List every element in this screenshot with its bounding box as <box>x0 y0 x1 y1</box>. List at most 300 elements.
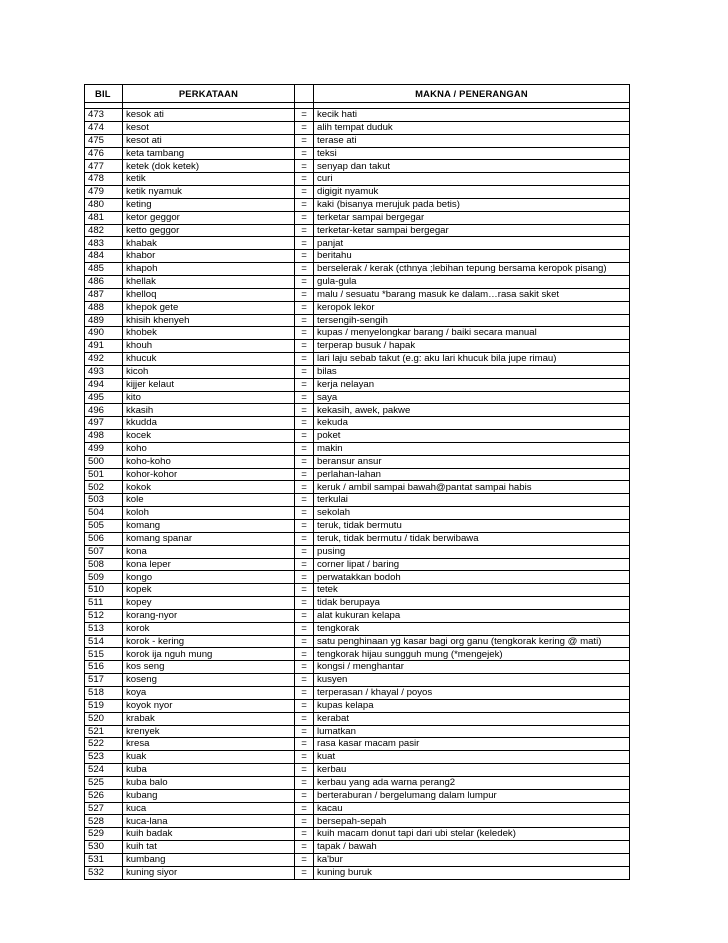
table-row <box>85 340 630 353</box>
row-number: 521 <box>85 725 123 738</box>
row-word: kkasih <box>123 404 295 417</box>
row-equals: = <box>295 455 314 468</box>
row-equals: = <box>295 211 314 224</box>
row-number: 504 <box>85 507 123 520</box>
row-meaning: gula-gula <box>314 275 630 288</box>
row-word: kopey <box>123 597 295 610</box>
row-equals: = <box>295 686 314 699</box>
row-number: 523 <box>85 751 123 764</box>
table-row <box>85 263 630 276</box>
row-number: 503 <box>85 494 123 507</box>
table-row <box>85 635 630 648</box>
row-number: 513 <box>85 622 123 635</box>
row-number: 522 <box>85 738 123 751</box>
row-number: 477 <box>85 160 123 173</box>
table-row <box>85 455 630 468</box>
row-word: kopek <box>123 584 295 597</box>
table-row <box>85 661 630 674</box>
row-number: 485 <box>85 263 123 276</box>
row-meaning: kecik hati <box>314 109 630 122</box>
row-meaning: digigit nyamuk <box>314 186 630 199</box>
row-word: khepok gete <box>123 301 295 314</box>
row-number: 497 <box>85 417 123 430</box>
row-number: 512 <box>85 609 123 622</box>
row-meaning: perwatakkan bodoh <box>314 571 630 584</box>
row-number: 498 <box>85 430 123 443</box>
row-meaning: kusyen <box>314 674 630 687</box>
table-row <box>85 288 630 301</box>
row-word: kole <box>123 494 295 507</box>
row-meaning: sekolah <box>314 507 630 520</box>
row-equals: = <box>295 198 314 211</box>
row-equals: = <box>295 173 314 186</box>
row-number: 516 <box>85 661 123 674</box>
row-equals: = <box>295 661 314 674</box>
table-row <box>85 764 630 777</box>
table-row <box>85 738 630 751</box>
row-meaning: kekasih, awek, pakwe <box>314 404 630 417</box>
row-meaning: lumatkan <box>314 725 630 738</box>
row-equals: = <box>295 789 314 802</box>
row-meaning: perlahan-lahan <box>314 468 630 481</box>
table-row <box>85 853 630 866</box>
row-word: korok ija nguh mung <box>123 648 295 661</box>
row-equals: = <box>295 674 314 687</box>
row-word: khellak <box>123 275 295 288</box>
row-equals: = <box>295 609 314 622</box>
row-equals: = <box>295 751 314 764</box>
row-meaning: terketar-ketar sampai bergegar <box>314 224 630 237</box>
row-meaning: berselerak / kerak (cthnya ;lebihan tepung bersama keropok pisang) <box>314 263 630 276</box>
row-equals: = <box>295 404 314 417</box>
row-number: 494 <box>85 378 123 391</box>
table-row <box>85 866 630 879</box>
row-meaning: tersengih-sengih <box>314 314 630 327</box>
row-meaning: kerja nelayan <box>314 378 630 391</box>
row-number: 515 <box>85 648 123 661</box>
row-word: khapoh <box>123 263 295 276</box>
row-number: 495 <box>85 391 123 404</box>
table-row <box>85 211 630 224</box>
row-number: 493 <box>85 365 123 378</box>
row-equals: = <box>295 314 314 327</box>
row-equals: = <box>295 430 314 443</box>
table-row <box>85 160 630 173</box>
row-equals: = <box>295 815 314 828</box>
row-word: keta tambang <box>123 147 295 160</box>
row-word: khobek <box>123 327 295 340</box>
table-row <box>85 725 630 738</box>
row-word: ketik <box>123 173 295 186</box>
row-meaning: tapak / bawah <box>314 841 630 854</box>
row-number: 526 <box>85 789 123 802</box>
row-meaning: kupas kelapa <box>314 699 630 712</box>
table-row <box>85 224 630 237</box>
row-word: khabor <box>123 250 295 263</box>
row-equals: = <box>295 776 314 789</box>
row-equals: = <box>295 340 314 353</box>
row-word: khelloq <box>123 288 295 301</box>
row-equals: = <box>295 481 314 494</box>
table-row <box>85 481 630 494</box>
row-equals: = <box>295 134 314 147</box>
row-number: 527 <box>85 802 123 815</box>
row-equals: = <box>295 327 314 340</box>
row-number: 519 <box>85 699 123 712</box>
row-equals: = <box>295 121 314 134</box>
row-equals: = <box>295 584 314 597</box>
table-row <box>85 545 630 558</box>
row-word: ketto geggor <box>123 224 295 237</box>
row-equals: = <box>295 378 314 391</box>
table-row <box>85 173 630 186</box>
header-makna: MAKNA / PENERANGAN <box>314 85 630 103</box>
row-number: 473 <box>85 109 123 122</box>
row-word: koloh <box>123 507 295 520</box>
row-word: kumbang <box>123 853 295 866</box>
row-meaning: kerbau <box>314 764 630 777</box>
row-number: 514 <box>85 635 123 648</box>
row-word: kona leper <box>123 558 295 571</box>
row-word: koseng <box>123 674 295 687</box>
row-word: kijjer kelaut <box>123 378 295 391</box>
row-equals: = <box>295 442 314 455</box>
row-equals: = <box>295 853 314 866</box>
row-equals: = <box>295 391 314 404</box>
row-equals: = <box>295 597 314 610</box>
row-number: 532 <box>85 866 123 879</box>
row-number: 488 <box>85 301 123 314</box>
row-meaning: keropok lekor <box>314 301 630 314</box>
row-number: 481 <box>85 211 123 224</box>
row-number: 502 <box>85 481 123 494</box>
table-row <box>85 275 630 288</box>
row-word: kresa <box>123 738 295 751</box>
row-number: 501 <box>85 468 123 481</box>
row-word: korang-nyor <box>123 609 295 622</box>
row-word: krabak <box>123 712 295 725</box>
table-row <box>85 712 630 725</box>
row-number: 474 <box>85 121 123 134</box>
row-equals: = <box>295 237 314 250</box>
row-equals: = <box>295 802 314 815</box>
row-equals: = <box>295 353 314 366</box>
row-meaning: beritahu <box>314 250 630 263</box>
row-word: khucuk <box>123 353 295 366</box>
row-word: khisih khenyeh <box>123 314 295 327</box>
row-equals: = <box>295 622 314 635</box>
row-meaning: kuat <box>314 751 630 764</box>
row-word: ketik nyamuk <box>123 186 295 199</box>
row-meaning: terperap busuk / hapak <box>314 340 630 353</box>
row-word: ketek (dok ketek) <box>123 160 295 173</box>
row-meaning: kerbau yang ada warna perang2 <box>314 776 630 789</box>
row-word: kuca-lana <box>123 815 295 828</box>
row-word: khouh <box>123 340 295 353</box>
table-row <box>85 353 630 366</box>
row-number: 483 <box>85 237 123 250</box>
table-header-row <box>85 85 630 103</box>
table-row <box>85 828 630 841</box>
row-meaning: tetek <box>314 584 630 597</box>
table-row <box>85 391 630 404</box>
row-number: 492 <box>85 353 123 366</box>
row-meaning: alat kukuran kelapa <box>314 609 630 622</box>
table-row <box>85 147 630 160</box>
table-row <box>85 789 630 802</box>
table-row <box>85 186 630 199</box>
row-number: 518 <box>85 686 123 699</box>
row-word: kicoh <box>123 365 295 378</box>
row-meaning: terperasan / khayal / poyos <box>314 686 630 699</box>
table-row <box>85 314 630 327</box>
row-word: korok - kering <box>123 635 295 648</box>
row-equals: = <box>295 109 314 122</box>
row-meaning: panjat <box>314 237 630 250</box>
row-equals: = <box>295 468 314 481</box>
row-word: kuba <box>123 764 295 777</box>
row-word: kuak <box>123 751 295 764</box>
table-row <box>85 250 630 263</box>
row-meaning: terkulai <box>314 494 630 507</box>
row-equals: = <box>295 828 314 841</box>
row-meaning: saya <box>314 391 630 404</box>
table-row <box>85 468 630 481</box>
row-meaning: rasa kasar macam pasir <box>314 738 630 751</box>
header-perkataan: PERKATAAN <box>123 85 295 103</box>
row-number: 480 <box>85 198 123 211</box>
row-word: komang <box>123 520 295 533</box>
table-row <box>85 751 630 764</box>
table-row <box>85 507 630 520</box>
table-row <box>85 597 630 610</box>
row-word: kesot ati <box>123 134 295 147</box>
table-row <box>85 584 630 597</box>
row-word: komang spanar <box>123 532 295 545</box>
row-number: 506 <box>85 532 123 545</box>
row-meaning: kacau <box>314 802 630 815</box>
row-meaning: alih tempat duduk <box>314 121 630 134</box>
row-number: 484 <box>85 250 123 263</box>
row-meaning: terketar sampai bergegar <box>314 211 630 224</box>
row-equals: = <box>295 532 314 545</box>
row-word: kuning siyor <box>123 866 295 879</box>
row-equals: = <box>295 250 314 263</box>
table-row <box>85 802 630 815</box>
row-number: 508 <box>85 558 123 571</box>
row-word: kubang <box>123 789 295 802</box>
row-number: 524 <box>85 764 123 777</box>
row-meaning: teruk, tidak bermutu <box>314 520 630 533</box>
row-number: 529 <box>85 828 123 841</box>
row-equals: = <box>295 301 314 314</box>
row-equals: = <box>295 738 314 751</box>
row-equals: = <box>295 545 314 558</box>
row-equals: = <box>295 699 314 712</box>
row-meaning: bilas <box>314 365 630 378</box>
table-row <box>85 404 630 417</box>
row-equals: = <box>295 635 314 648</box>
row-number: 478 <box>85 173 123 186</box>
table-row <box>85 520 630 533</box>
header-bil: BIL <box>85 85 123 103</box>
row-meaning: poket <box>314 430 630 443</box>
row-word: kesok ati <box>123 109 295 122</box>
header-eq-spacer <box>295 85 314 103</box>
table-row <box>85 365 630 378</box>
row-number: 487 <box>85 288 123 301</box>
row-meaning: beransur ansur <box>314 455 630 468</box>
table-row <box>85 815 630 828</box>
row-meaning: keruk / ambil sampai bawah@pantat sampai habis <box>314 481 630 494</box>
row-meaning: tengkorak hijau sungguh mung (*mengejek) <box>314 648 630 661</box>
table-row <box>85 198 630 211</box>
row-word: kona <box>123 545 295 558</box>
table-row <box>85 686 630 699</box>
row-equals: = <box>295 866 314 879</box>
row-meaning: teksi <box>314 147 630 160</box>
table-row <box>85 442 630 455</box>
row-number: 505 <box>85 520 123 533</box>
row-meaning: ka'bur <box>314 853 630 866</box>
row-meaning: kerabat <box>314 712 630 725</box>
row-equals: = <box>295 263 314 276</box>
row-number: 507 <box>85 545 123 558</box>
row-equals: = <box>295 224 314 237</box>
row-meaning: kekuda <box>314 417 630 430</box>
row-equals: = <box>295 841 314 854</box>
row-number: 530 <box>85 841 123 854</box>
row-number: 489 <box>85 314 123 327</box>
row-meaning: berteraburan / bergelumang dalam lumpur <box>314 789 630 802</box>
row-number: 511 <box>85 597 123 610</box>
dictionary-table <box>84 84 630 880</box>
row-equals: = <box>295 186 314 199</box>
row-equals: = <box>295 571 314 584</box>
table-body <box>85 109 630 880</box>
row-equals: = <box>295 725 314 738</box>
table-row <box>85 674 630 687</box>
row-number: 528 <box>85 815 123 828</box>
table-row <box>85 699 630 712</box>
row-meaning: satu penghinaan yg kasar bagi org ganu (tengkorak kering @ mati) <box>314 635 630 648</box>
row-equals: = <box>295 520 314 533</box>
row-word: kuih badak <box>123 828 295 841</box>
row-equals: = <box>295 160 314 173</box>
row-equals: = <box>295 288 314 301</box>
table-row <box>85 841 630 854</box>
row-word: kkudda <box>123 417 295 430</box>
row-word: koho <box>123 442 295 455</box>
row-meaning: makin <box>314 442 630 455</box>
row-word: krenyek <box>123 725 295 738</box>
row-number: 525 <box>85 776 123 789</box>
row-word: kuba balo <box>123 776 295 789</box>
row-equals: = <box>295 648 314 661</box>
row-meaning: corner lipat / baring <box>314 558 630 571</box>
row-meaning: curi <box>314 173 630 186</box>
row-equals: = <box>295 507 314 520</box>
table-row <box>85 430 630 443</box>
row-number: 486 <box>85 275 123 288</box>
row-number: 499 <box>85 442 123 455</box>
row-word: kuih tat <box>123 841 295 854</box>
row-word: koho-koho <box>123 455 295 468</box>
table-row <box>85 109 630 122</box>
row-word: korok <box>123 622 295 635</box>
row-number: 531 <box>85 853 123 866</box>
row-meaning: tidak berupaya <box>314 597 630 610</box>
row-meaning: kuning buruk <box>314 866 630 879</box>
row-equals: = <box>295 365 314 378</box>
row-word: kuca <box>123 802 295 815</box>
row-meaning: kaki (bisanya merujuk pada betis) <box>314 198 630 211</box>
row-number: 479 <box>85 186 123 199</box>
row-meaning: pusing <box>314 545 630 558</box>
row-word: koyok nyor <box>123 699 295 712</box>
row-meaning: senyap dan takut <box>314 160 630 173</box>
row-meaning: teruk, tidak bermutu / tidak berwibawa <box>314 532 630 545</box>
table-row <box>85 301 630 314</box>
row-equals: = <box>295 712 314 725</box>
row-number: 476 <box>85 147 123 160</box>
row-equals: = <box>295 417 314 430</box>
row-equals: = <box>295 147 314 160</box>
table-row <box>85 609 630 622</box>
row-equals: = <box>295 558 314 571</box>
row-meaning: lari laju sebab takut (e.g: aku lari khucuk bila jupe rimau) <box>314 353 630 366</box>
row-number: 482 <box>85 224 123 237</box>
row-word: khabak <box>123 237 295 250</box>
row-word: kesot <box>123 121 295 134</box>
table-row <box>85 532 630 545</box>
table-row <box>85 121 630 134</box>
row-word: koya <box>123 686 295 699</box>
table-row <box>85 648 630 661</box>
table-row <box>85 571 630 584</box>
row-word: kohor-kohor <box>123 468 295 481</box>
table-row <box>85 558 630 571</box>
row-number: 510 <box>85 584 123 597</box>
row-meaning: malu / sesuatu *barang masuk ke dalam…rasa sakit sket <box>314 288 630 301</box>
row-number: 490 <box>85 327 123 340</box>
row-number: 475 <box>85 134 123 147</box>
row-number: 520 <box>85 712 123 725</box>
table-row <box>85 622 630 635</box>
row-number: 500 <box>85 455 123 468</box>
row-number: 517 <box>85 674 123 687</box>
row-meaning: bersepah-sepah <box>314 815 630 828</box>
row-word: kito <box>123 391 295 404</box>
row-equals: = <box>295 494 314 507</box>
row-meaning: kongsi / menghantar <box>314 661 630 674</box>
row-number: 496 <box>85 404 123 417</box>
row-meaning: tengkorak <box>314 622 630 635</box>
table-row <box>85 237 630 250</box>
table-row <box>85 134 630 147</box>
row-word: kokok <box>123 481 295 494</box>
table-row <box>85 378 630 391</box>
row-equals: = <box>295 275 314 288</box>
row-word: kongo <box>123 571 295 584</box>
row-number: 491 <box>85 340 123 353</box>
row-word: kos seng <box>123 661 295 674</box>
row-meaning: terase ati <box>314 134 630 147</box>
table-row <box>85 494 630 507</box>
row-meaning: kupas / menyelongkar barang / baiki secara manual <box>314 327 630 340</box>
row-meaning: kuih macam donut tapi dari ubi stelar (keledek) <box>314 828 630 841</box>
row-word: keting <box>123 198 295 211</box>
